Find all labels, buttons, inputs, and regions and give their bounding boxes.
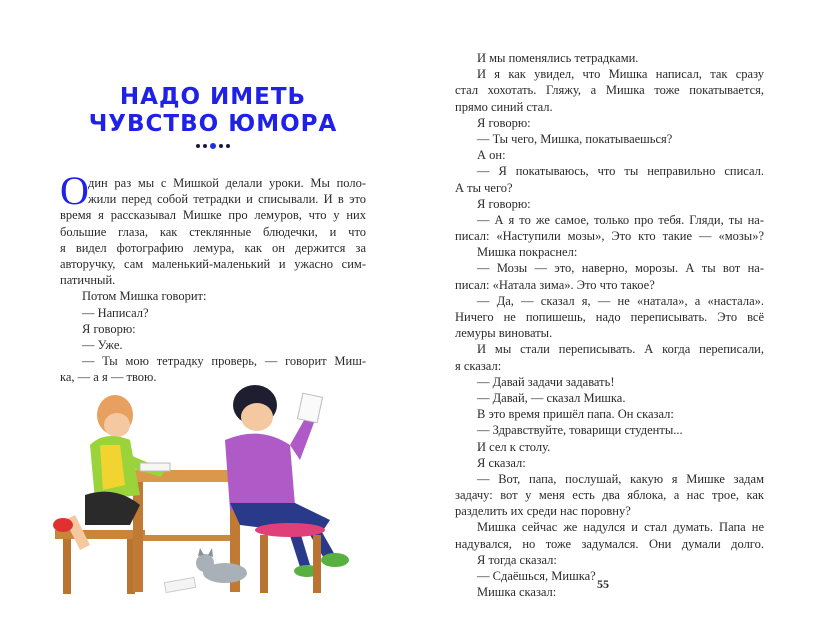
text-line: — Уже. (82, 337, 123, 352)
text-line: Я тогда сказал: (477, 552, 557, 567)
text-line: Потом Мишка говорит: (82, 289, 207, 304)
text-line: — Написал? (82, 305, 149, 320)
ornament-dot (219, 144, 223, 148)
right-stool (255, 523, 325, 593)
left-boy (53, 395, 165, 550)
text-line: стал хохотать. Гляжу, а Мишка тоже покатывается, (455, 83, 764, 98)
text-line: И мы стали переписывать. А когда переписали, (477, 342, 764, 357)
left-text-column (60, 168, 366, 385)
ornament-dot (196, 144, 200, 148)
notebook (140, 463, 170, 471)
text-line: В это время пришёл папа. Он сказал: (477, 407, 674, 422)
text-line: Я говорю: (477, 115, 531, 130)
left-stool (55, 530, 145, 594)
page-number: 55 (597, 577, 609, 591)
text-line: А он: (477, 148, 506, 163)
text-line: жили перед собой тетрадки и списывали. И в это (88, 192, 366, 207)
text-line: дин раз мы с Мишкой делали уроки. Мы поло- (88, 176, 366, 190)
text-line: А ты чего? (455, 180, 513, 195)
text-line: Мишка покраснел: (477, 245, 578, 260)
text-line: разделить их среди нас поровну? (455, 504, 631, 519)
text-line: большие глаза, как стеклянные блюдечки, и что (60, 224, 366, 239)
text-line: ка, — а я — твою. (60, 370, 157, 385)
paper-on-floor (164, 577, 195, 592)
text-line: И я как увидел, что Мишка написал, так сразу (477, 67, 764, 82)
text-line: Мишка сказал: (477, 585, 557, 600)
text-line: я видел фотографию лемура, как он держится за (60, 240, 366, 255)
text-line: — Вот, папа, послушай, какую я Мишке задам (477, 471, 764, 486)
text-line: Я говорю: (477, 196, 531, 211)
text-line: — Мозы — это, наверно, морозы. А ты вот на- (477, 261, 764, 276)
text-line: Ничего не попишешь, надо переписывать. Это всё (455, 310, 764, 324)
right-lines (455, 50, 764, 600)
text-line: И сел к столу. (477, 439, 551, 454)
illustration-boys-at-table (45, 385, 375, 595)
text-line: — Давай задачи задавать! (477, 374, 615, 389)
chapter-title-line-2: ЧУВСТВО ЮМОРА (88, 111, 338, 137)
text-line: писал: «Наступили мозы», Это кто такие — «мозы»? (455, 229, 764, 244)
text-line: — Ты мою тетрадку проверь, — говорит Миш- (82, 354, 366, 369)
text-line: И мы поменялись тетрадками. (477, 51, 639, 65)
right-boy (225, 385, 349, 577)
text-line: Я сказал: (477, 455, 526, 470)
text-line: Мишка сейчас же надулся и стал думать. Папа не (477, 520, 764, 535)
text-line: — Сдаёшься, Мишка? (477, 569, 596, 583)
text-line: — Давай, — сказал Мишка. (477, 390, 626, 405)
text-line: — Я покатываюсь, что ты неправильно списал. (477, 164, 764, 179)
text-line: авторучку, сам маленький-маленький и ужасно сим- (60, 256, 366, 271)
ornament-dot (203, 144, 207, 148)
drop-cap: О (60, 168, 89, 213)
ornament-dot (226, 144, 230, 148)
text-line: лемуры виноваты. (455, 326, 553, 341)
text-line: надувался, но тоже задумался. Они думали долго. (455, 536, 764, 551)
text-line: писал: «Натала зима». Это что такое? (455, 277, 655, 292)
text-line: Я говорю: (82, 321, 136, 336)
text-line: — А я то же самое, только про тебя. Гляди, ты на- (477, 212, 764, 227)
text-line: — Да, — сказал я, — не «натала», а «настала». (477, 293, 764, 308)
text-line: патичный. (60, 273, 116, 288)
text-line: прямо синий стал. (455, 99, 553, 114)
text-line: — Здравствуйте, товарищи студенты... (477, 423, 683, 438)
title-ornament (60, 143, 366, 149)
left-lines (60, 168, 366, 385)
text-line: я сказал: (455, 358, 502, 373)
text-line: время я рассказывал Мишке про лемуров, что у них (60, 208, 366, 223)
ornament-dot-center (210, 143, 216, 149)
right-text-column (455, 50, 764, 600)
text-line: — Ты чего, Мишка, покатываешься? (477, 131, 673, 146)
text-line: задачу: вот у меня есть два яблока, а нас трое, как (455, 488, 764, 503)
chapter-title-line-1: НАДО ИМЕТЬ (119, 84, 307, 110)
